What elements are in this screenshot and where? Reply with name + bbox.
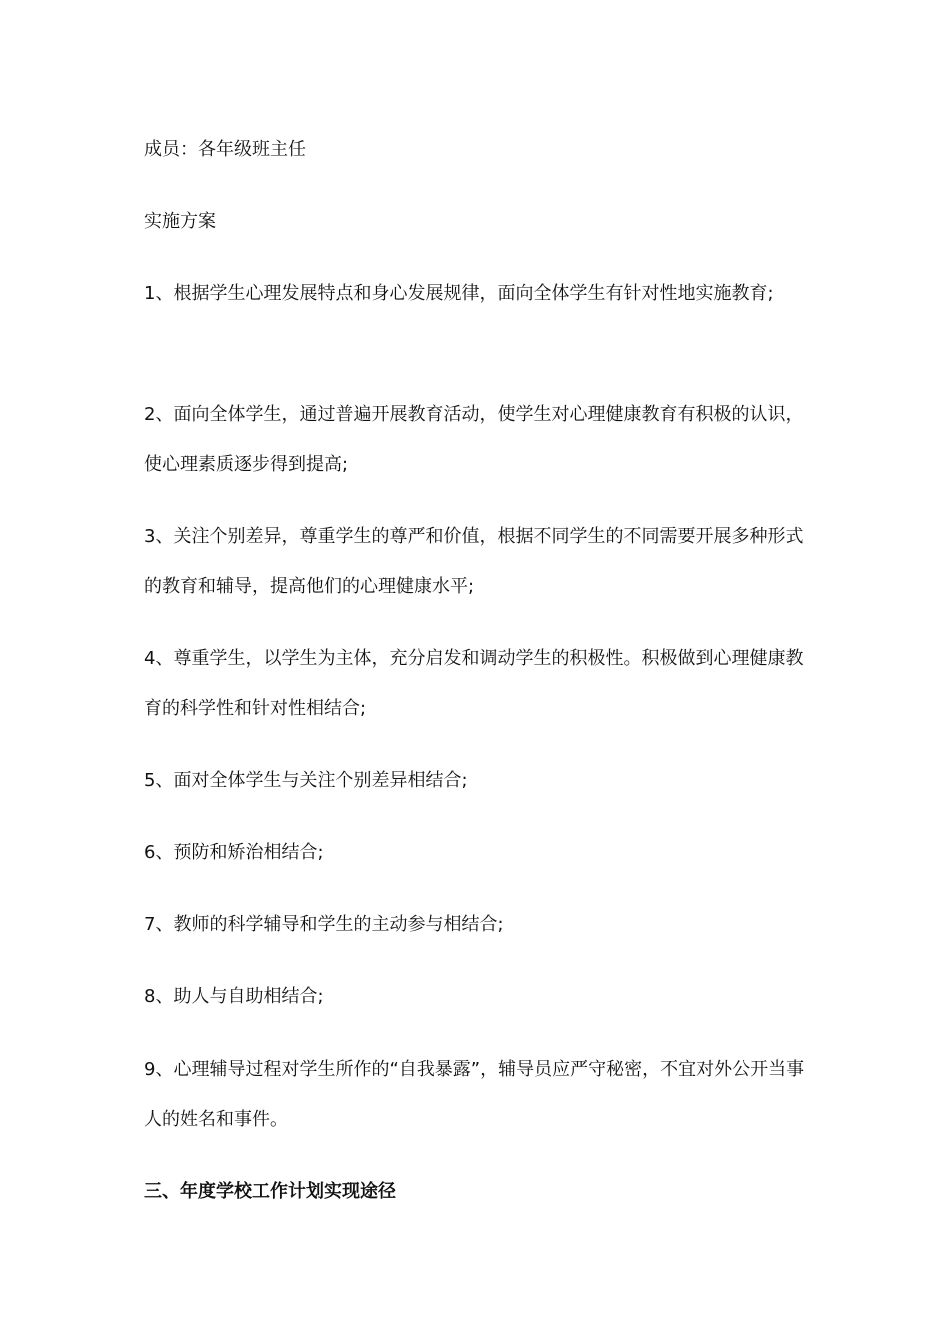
members-line: 成员：各年级班主任 bbox=[144, 139, 306, 160]
list-item-3: 3、关注个别差异，尊重学生的尊严和价值，根据不同学生的不同需要开展多种形式的教育和辅导，提高他们的心理健康水平; bbox=[144, 526, 804, 597]
list-item-2: 2、面向全体学生，通过普遍开展教育活动，使学生对心理健康教育有积极的认识，使心理素质逐步得到提高; bbox=[144, 404, 804, 475]
list-item-1: 1、根据学生心理发展特点和身心发展规律，面向全体学生有针对性地实施教育; bbox=[144, 283, 774, 304]
list-item-4: 4、尊重学生，以学生为主体，充分启发和调动学生的积极性。积极做到心理健康教育的科学性和针对性相结合; bbox=[144, 648, 804, 719]
list-item-5: 5、面对全体学生与关注个别差异相结合; bbox=[144, 770, 468, 791]
list-item-9: 9、心理辅导过程对学生所作的“自我暴露”，辅导员应严守秘密，不宜对外公开当事人的姓名和事件。 bbox=[144, 1059, 805, 1130]
list-item-8: 8、助人与自助相结合; bbox=[144, 986, 324, 1007]
list-item-6: 6、预防和矫治相结合; bbox=[144, 842, 324, 863]
plan-title: 实施方案 bbox=[144, 211, 216, 232]
list-item-7: 7、教师的科学辅导和学生的主动参与相结合; bbox=[144, 914, 504, 935]
section-heading: 三、年度学校工作计划实现途径 bbox=[144, 1181, 396, 1202]
